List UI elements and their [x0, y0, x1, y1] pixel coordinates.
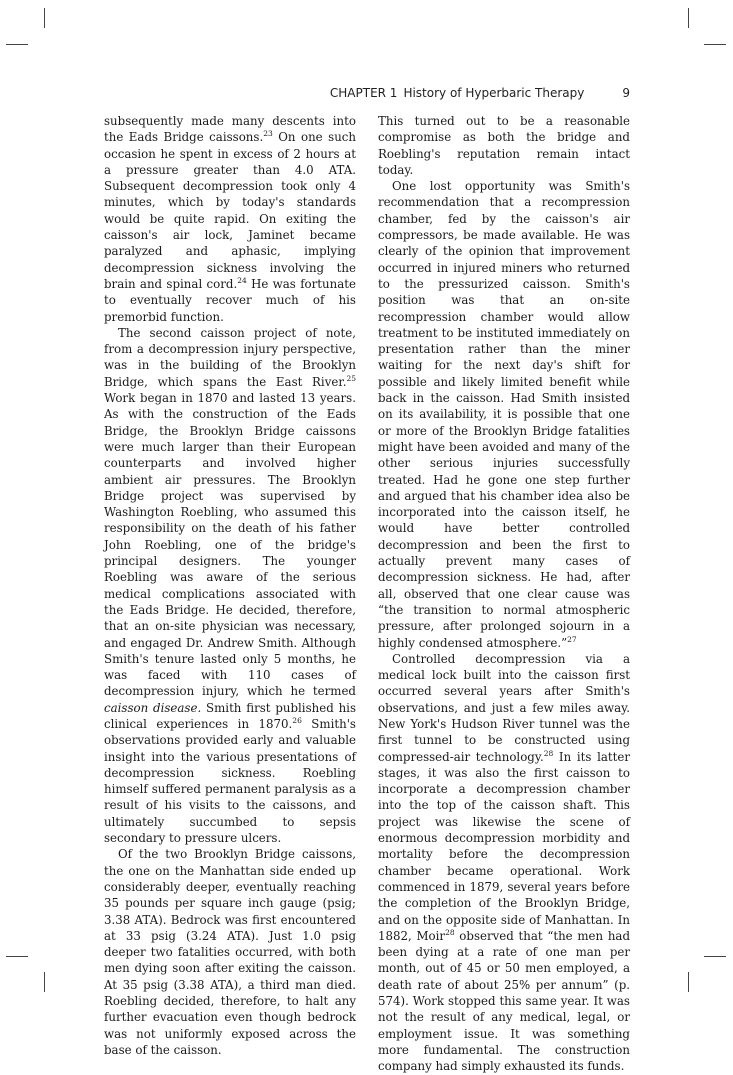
chapter-title: History of Hyperbaric Therapy — [403, 86, 585, 100]
footnote-ref: 27 — [567, 634, 577, 644]
footnote-ref: 26 — [292, 715, 302, 725]
emphasis-term: caisson disease. — [104, 700, 202, 715]
left-column — [104, 113, 356, 1058]
footnote-ref: 23 — [263, 129, 273, 139]
crop-mark — [44, 8, 45, 28]
footnote-ref: 28 — [445, 927, 455, 937]
crop-mark — [704, 956, 726, 957]
paragraph: Controlled decompression via a medical lock built into the caisson first occurred several years after Smith's observations, and just a few miles away. New York's Hudson River tunnel was the first tunnel to be constructed using compressed-air technology.$^{28}$ In its latter stages, it was also the first caisson to incorporate a decompression chamber into the top of the caisson shaft. This project was likewise the scene of enormous decompression morbidity and mortality before the decompression chamber became operational. Work commenced in 1879, several years before the completion of the Brooklyn Bridge, and on the opposite side of Manhattan. In 1882, Moir$^{28}$ observed that “the men had been dying at a rate of one man per month, out of 45 or 50 men employed, a death rate of about 25% per annum” (p. 574). Work stopped this same year. It was not the result of any medical, legal, or employment issue. It was something more fundamental. The construction company had simply exhausted its funds. — [378, 651, 631, 1074]
footnote-ref: 24 — [237, 275, 247, 285]
running-head — [104, 86, 630, 100]
paragraph: The second caisson project of note, from a decompression injury perspective, was in the building of the Brooklyn Bridge, which spans the East River.$^{25}$ Work began in 1870 and lasted 13 years. As with the construction of the Eads Bridge, the Brooklyn Bridge caissons were much larger than their European counterparts and involved higher ambient air pressures. The Brooklyn Bridge project was supervised by Washington Roebling, who assumed this responsibility on the death of his father John Roebling, one of the bridge's principal designers. The younger Roebling was aware of the serious medical complications associated with the Eads Bridge. He decided, therefore, that an on-site physician was necessary, and engaged Dr. Andrew Smith. Although Smith's tenure lasted only 5 months, he was faced with 110 cases of decompression injury, which he termed caisson disease. Smith first published his clinical experiences in 1870.26 Smith's observations provided early and valuable insight into the various presentations of decompression sickness. Roebling himself suffered permanent paralysis as a result of his visits to the caissons, and ultimately succumbed to sepsis secondary to pressure ulcers. — [104, 325, 356, 846]
paragraph: This turned out to be a reasonable compromise as both the bridge and Roebling's reputation remain intact today. — [378, 114, 630, 177]
crop-mark — [704, 44, 726, 45]
chapter-label: CHAPTER 1 — [329, 86, 398, 100]
paragraph: One lost opportunity was Smith's recommendation that a recompression chamber, fed by the caisson's air compressors, be made available. He was clearly of the opinion that improvement occurred in injured miners who returned to the pressurized caisson. Smith's position was that an on-site recompression chamber would allow treatment to be instituted immediately on presentation rather than the miner waiting for the next day's shift for possible and likely limited benefit while back in the caisson. Had Smith insisted on its availability, it is possible that one or more of the Brooklyn Bridge fatalities might have been avoided and many of the other serious injuries successfully treated. Had he gone one step further and argued that his chamber idea also be incorporated into the caisson itself, he would have better controlled decompression and been the first to actually prevent many cases of decompression sickness. He had, after all, observed that one clear cause was “the transition to normal atmospheric pressure, after prolonged sojourn in a highly condensed atmosphere.”$^{27}$ — [378, 179, 630, 650]
paragraph: subsequently made many descents into the Eads Bridge caissons.$^{23}$ On one such occasion he spent in excess of 2 hours at a pressure greater than 4.0 ATA. Subsequent decompression took only 4 minutes, which by today's standards would be quite rapid. On exiting the caisson's air lock, Jaminet became paralyzed and aphasic, implying decompression sickness involving the brain and spinal cord.$^{24}$ He was fortunate to eventually recover much of his premorbid function. — [104, 114, 356, 324]
crop-mark — [688, 8, 689, 28]
footnote-ref: 28 — [543, 748, 554, 758]
paragraph: Of the two Brooklyn Bridge caissons, the one on the Manhattan side ended up considerably deeper, eventually reaching 35 pounds per square inch gauge (psig; 3.38 ATA). Bedrock was first encountered at 33 psig (3.24 ATA). Just 1.0 psig deeper two fatalities occurred, with both men dying soon after exiting the caisson. At 35 psig (3.38 ATA), a third man died. Roebling decided, therefore, to halt any further evacuation even though bedrock was not uniformly exposed across the base of the caisson. — [104, 847, 356, 1057]
crop-mark — [688, 972, 689, 992]
footnote-ref: 25 — [346, 373, 356, 383]
crop-mark — [6, 44, 28, 45]
right-column — [378, 113, 630, 1075]
page-number: 9 — [622, 86, 630, 100]
crop-mark — [44, 972, 45, 992]
crop-mark — [6, 956, 28, 957]
